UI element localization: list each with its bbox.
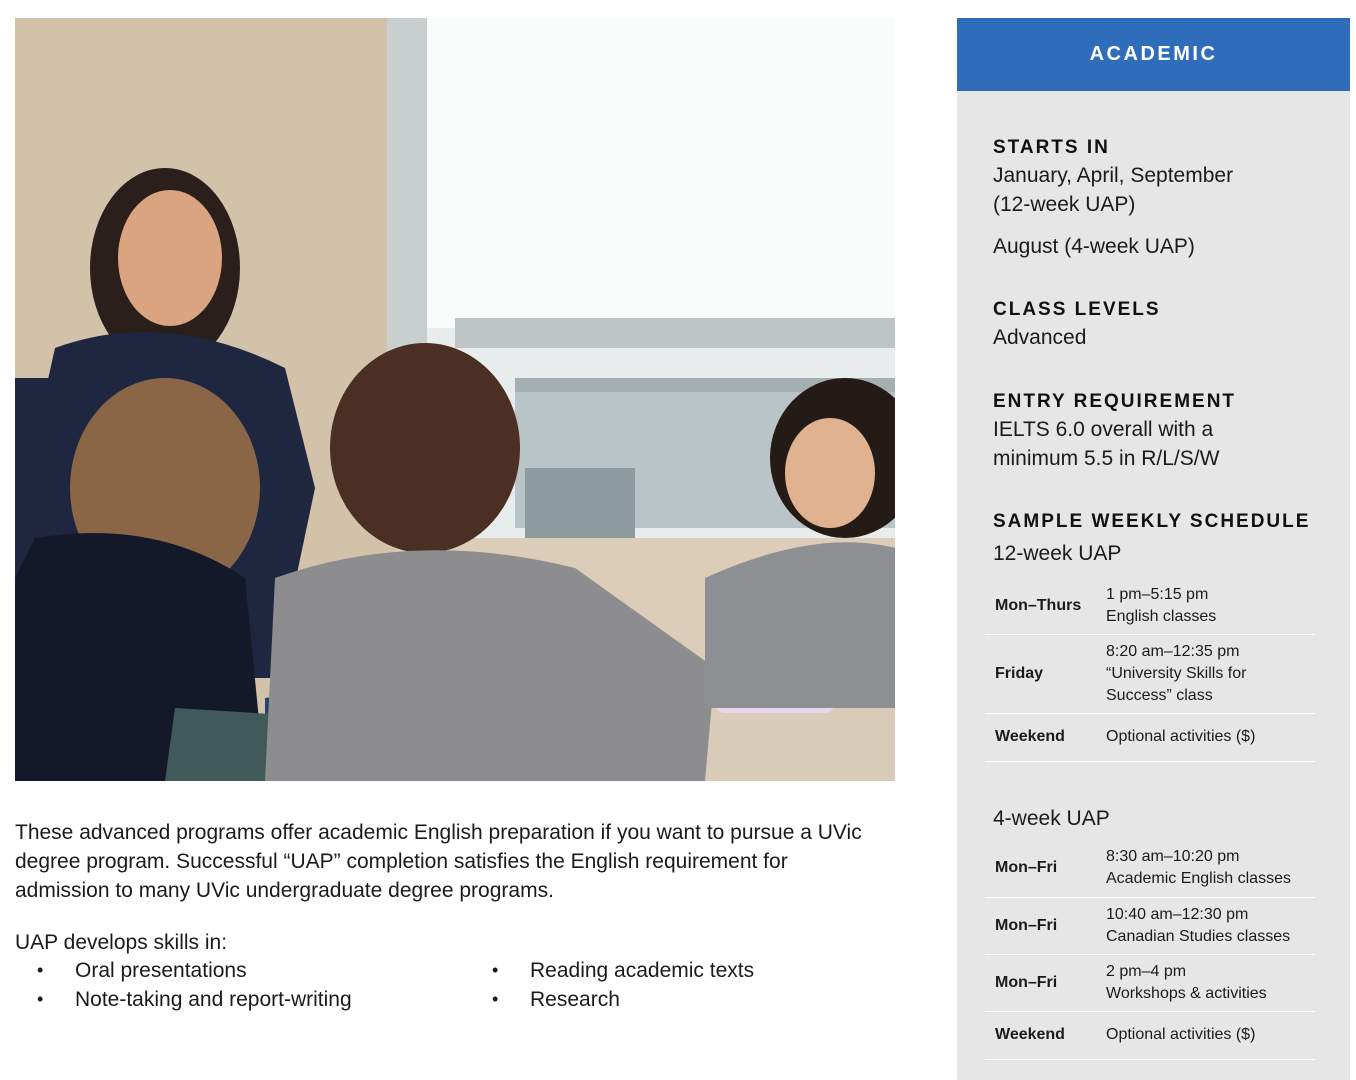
section-text: January, April, September [993,164,1234,187]
schedule-detail [1106,954,1315,1011]
schedule-line: Optional activities ($) [1106,1026,1256,1043]
schedule-detail [1106,897,1315,954]
schedule-day: Weekend [985,713,1106,761]
table-row [985,713,1315,761]
section-text: minimum 5.5 in R/L/S/W [993,447,1220,470]
schedule-detail [1106,1011,1315,1059]
program-sidebar [957,18,1350,1080]
schedule-detail [1106,713,1315,761]
schedule-line: Workshops & activities [1106,984,1267,1002]
schedule-line: Academic English classes [1106,870,1291,888]
schedule-detail [1106,634,1315,713]
schedule-line: Canadian Studies classes [1106,927,1291,945]
list-item: • Oral presentations [15,956,352,985]
schedule-table-4-week [985,840,1315,1060]
intro-paragraph: These advanced programs offer academic English preparation if you want to pursue a UVic degree program. Successful “UAP” completion satisfies the English requirement for admission to many UVic undergraduate degree programs. [15,821,862,902]
section-heading: SAMPLE WEEKLY SCHEDULE [993,511,1311,532]
section-text: Advanced [993,326,1087,349]
schedule-line: “University Skills for [1106,664,1247,682]
schedule-day: Mon–Thurs [985,578,1106,634]
section-text: IELTS 6.0 overall with a [993,418,1214,441]
table-row [985,578,1315,634]
section-heading: ENTRY REQUIREMENT [993,391,1237,412]
list-item: • Reading academic texts [470,956,754,985]
list-item: • Note-taking and report-writing [15,985,352,1014]
schedule-day: Weekend [985,1011,1106,1059]
schedule-day: Mon–Fri [985,897,1106,954]
section-heading: CLASS LEVELS [993,299,1161,320]
schedule-line: Success” class [1106,686,1213,704]
schedule-line: 10:40 am–12:30 pm [1106,905,1249,923]
schedule-detail [1106,840,1315,897]
table-row [985,897,1315,954]
table-row [985,840,1315,897]
table-row [985,634,1315,713]
skills-title: UAP develops skills in: [15,931,228,954]
schedule-line: 1 pm–5:15 pm [1106,585,1209,603]
schedule-table-12-week [985,578,1315,762]
entry-requirement-section [993,389,1333,473]
skills-list-left [15,956,352,1014]
schedule-line: 8:30 am–10:20 pm [1106,848,1240,866]
section-heading: STARTS IN [993,137,1110,158]
schedule-line: 2 pm–4 pm [1106,962,1187,980]
schedule-day: Mon–Fri [985,954,1106,1011]
schedule-line: English classes [1106,607,1217,625]
schedule-line: Optional activities ($) [1106,728,1256,745]
section-text: August (4-week UAP) [993,235,1195,258]
schedule-detail [1106,578,1315,634]
table-row [985,1011,1315,1059]
schedule-subtitle: 12-week UAP [993,542,1122,565]
starts-in-section [993,135,1333,261]
four-week-section [993,804,1333,833]
schedule-subtitle: 4-week UAP [993,807,1110,830]
table-row [985,954,1315,1011]
skills-list-right [470,956,754,1014]
sidebar-header: ACADEMIC [957,18,1350,91]
list-item: • Research [470,985,754,1014]
schedule-day: Friday [985,634,1106,713]
section-text: (12-week UAP) [993,193,1136,216]
schedule-day: Mon–Fri [985,840,1106,897]
schedule-section [993,509,1333,568]
class-levels-section [993,297,1333,352]
schedule-line: 8:20 am–12:35 pm [1106,642,1240,660]
classroom-photo [15,18,895,781]
